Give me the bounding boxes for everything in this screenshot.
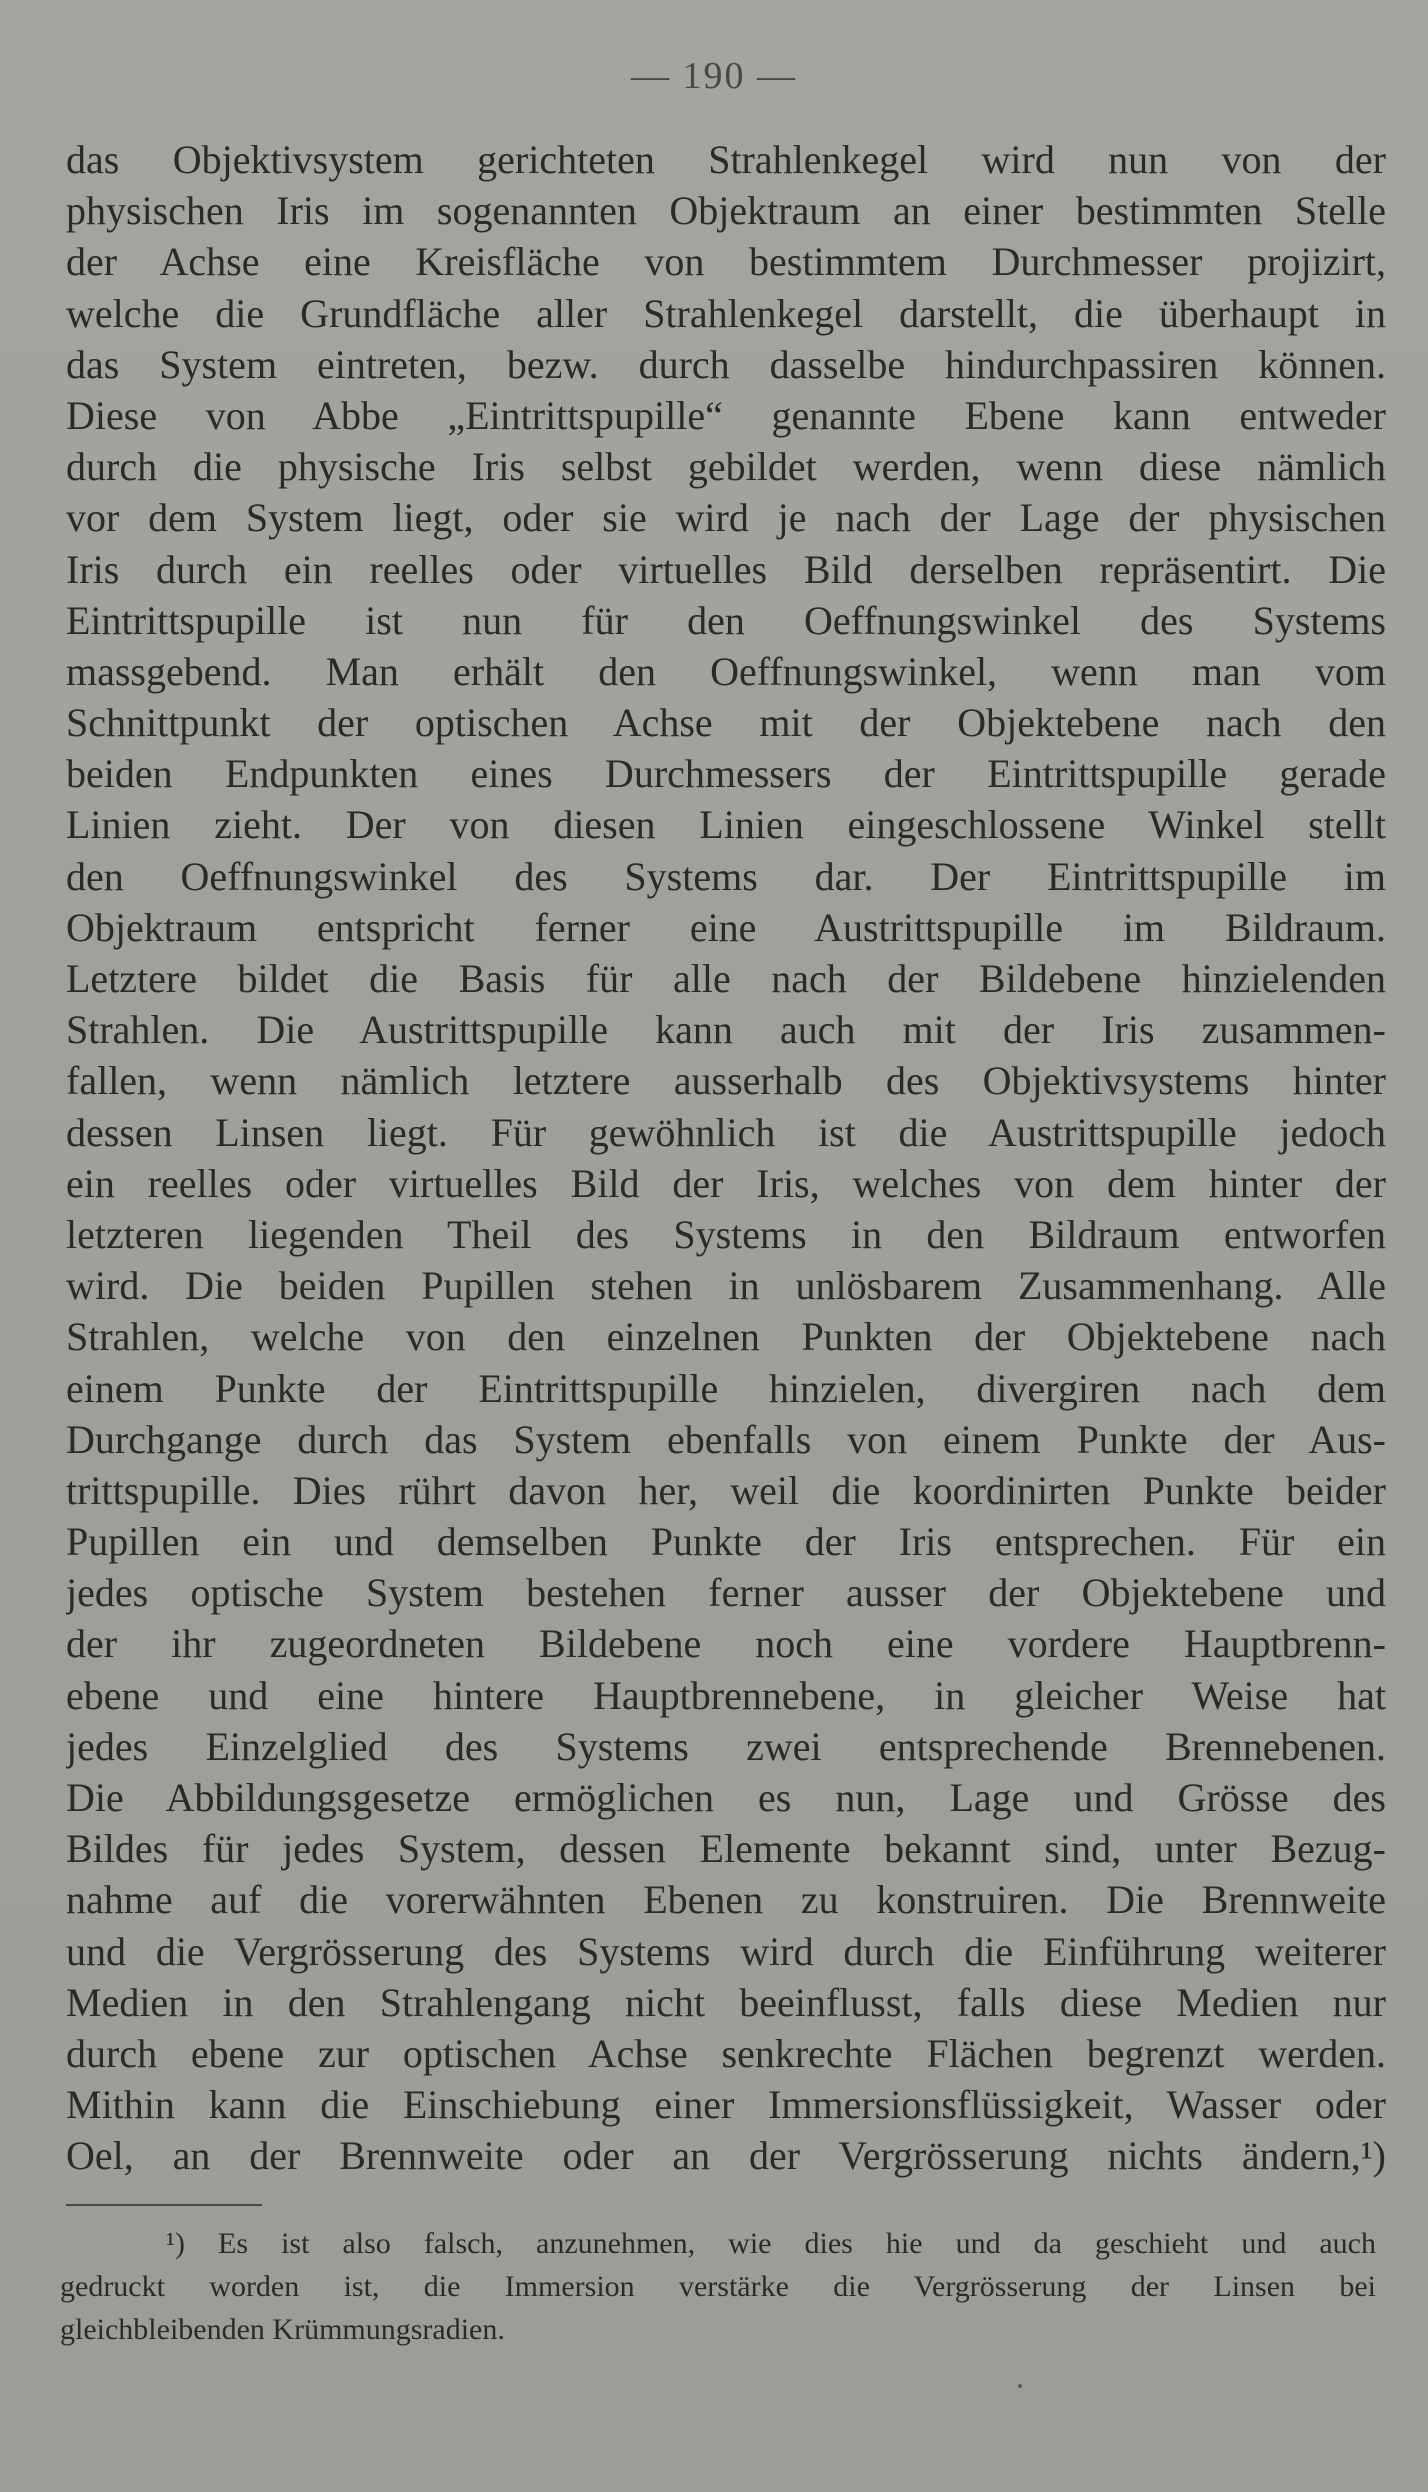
footnote-line: ¹) Es ist also falsch, anzunehmen, wie dies hie und da geschieht und auch: [166, 2227, 1376, 2260]
text-line: Strahlen, welche von den einzelnen Punkten der Objektebene nach: [66, 1314, 1386, 1360]
text-line: Oel, an der Brennweite oder an der Vergrösserung nichts ändern,¹): [66, 2133, 1386, 2179]
text-line: wird. Die beiden Pupillen stehen in unlösbarem Zusammenhang. Alle: [66, 1263, 1386, 1309]
text-line: letzteren liegenden Theil des Systems in den Bildraum entworfen: [66, 1211, 1386, 1257]
footnote-line: gleichbleibenden Krümmungsradien.: [60, 2313, 505, 2346]
text-line: fallen, wenn nämlich letztere ausserhalb des Objektivsystems hinter: [66, 1058, 1386, 1104]
text-line: jedes optische System bestehen ferner ausser der Objektebene und: [66, 1570, 1386, 1616]
text-line: jedes Einzelglied des Systems zwei entsprechende Brennebenen.: [66, 1723, 1386, 1769]
paper-speck: [1018, 2384, 1022, 2388]
text-line: physischen Iris im sogenannten Objektraum an einer bestimmten Stelle: [66, 188, 1386, 234]
text-line: der Achse eine Kreisfläche von bestimmtem Durchmesser projizirt,: [66, 239, 1386, 285]
text-line: Iris durch ein reelles oder virtuelles Bild derselben repräsentirt. Die: [66, 546, 1386, 592]
text-line: welche die Grundfläche aller Strahlenkegel darstellt, die überhaupt in: [66, 290, 1386, 336]
text-line: Strahlen. Die Austrittspupille kann auch mit der Iris zusammen-: [66, 1007, 1386, 1053]
text-line: Diese von Abbe „Eintrittspupille“ genannte Ebene kann entweder: [66, 392, 1386, 438]
main-text-block: [66, 134, 1386, 2182]
text-line: Letztere bildet die Basis für alle nach der Bildebene hinzielenden: [66, 956, 1386, 1001]
page-number: — 190 —: [631, 55, 797, 97]
text-line: Eintrittspupille ist nun für den Oeffnungswinkel des Systems: [66, 597, 1386, 643]
text-line: Pupillen ein und demselben Punkte der Iris entsprechen. Für ein: [66, 1519, 1386, 1565]
text-line: ebene und eine hintere Hauptbrennebene, in gleicher Weise hat: [66, 1672, 1386, 1718]
text-line: einem Punkte der Eintrittspupille hinzielen, divergiren nach dem: [66, 1365, 1386, 1411]
footnote-line: gedruckt worden ist, die Immersion verstärke die Vergrösserung der Linsen bei: [60, 2270, 1376, 2303]
text-line: durch die physische Iris selbst gebildet werden, wenn diese nämlich: [66, 444, 1386, 490]
text-line: das Objektivsystem gerichteten Strahlenkegel wird nun von der: [66, 137, 1386, 182]
text-line: nahme auf die vorerwähnten Ebenen zu konstruiren. Die Brennweite: [66, 1877, 1386, 1923]
text-line: Mithin kann die Einschiebung einer Immersionsflüssigkeit, Wasser oder: [66, 2082, 1386, 2128]
text-line: durch ebene zur optischen Achse senkrechte Flächen begrenzt werden.: [66, 2030, 1386, 2076]
text-line: dessen Linsen liegt. Für gewöhnlich ist die Austrittspupille jedoch: [66, 1109, 1386, 1155]
text-line: vor dem System liegt, oder sie wird je nach der Lage der physischen: [66, 495, 1386, 541]
text-line: und die Vergrösserung des Systems wird durch die Einführung weiterer: [66, 1928, 1386, 1974]
text-line: Durchgange durch das System ebenfalls von einem Punkte der Aus-: [66, 1416, 1386, 1462]
footnote-divider: [66, 2204, 262, 2206]
text-line: Bildes für jedes System, dessen Elemente bekannt sind, unter Bezug-: [66, 1826, 1386, 1872]
text-line: Schnittpunkt der optischen Achse mit der Objektebene nach den: [66, 700, 1386, 746]
text-line: Linien zieht. Der von diesen Linien eingeschlossene Winkel stellt: [66, 802, 1386, 848]
text-line: beiden Endpunkten eines Durchmessers der Eintrittspupille gerade: [66, 751, 1386, 797]
text-line: Die Abbildungsgesetze ermöglichen es nun, Lage und Grösse des: [66, 1775, 1386, 1820]
text-line: den Oeffnungswinkel des Systems dar. Der Eintrittspupille im: [66, 853, 1386, 899]
text-line: massgebend. Man erhält den Oeffnungswinkel, wenn man vom: [66, 648, 1386, 694]
text-line: Objektraum entspricht ferner eine Austrittspupille im Bildraum.: [66, 904, 1386, 950]
text-line: trittspupille. Dies rührt davon her, weil die koordinirten Punkte beider: [66, 1467, 1386, 1513]
footnote: [60, 2222, 1376, 2351]
text-line: ein reelles oder virtuelles Bild der Iris, welches von dem hinter der: [66, 1160, 1386, 1206]
text-line: der ihr zugeordneten Bildebene noch eine vordere Hauptbrenn-: [66, 1621, 1386, 1667]
text-line: das System eintreten, bezw. durch dasselbe hindurchpassiren können.: [66, 341, 1386, 387]
text-line: Medien in den Strahlengang nicht beeinflusst, falls diese Medien nur: [66, 1979, 1386, 2025]
